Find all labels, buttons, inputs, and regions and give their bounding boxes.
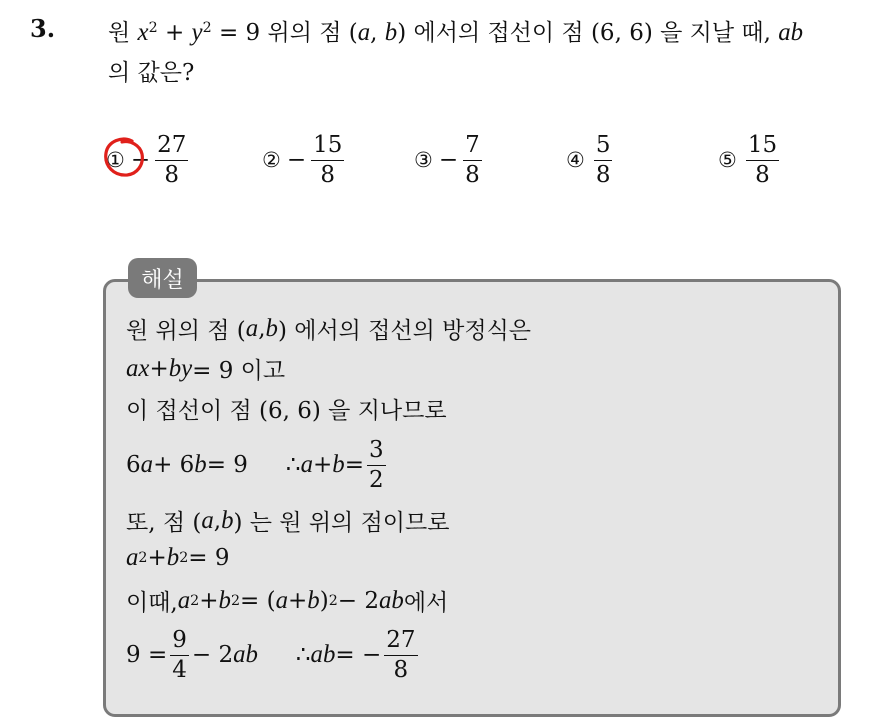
choice-number: ④ xyxy=(566,148,585,172)
solution-line-5: 또, 점 ( a , b ) 는 원 위의 점이므로 xyxy=(126,506,450,536)
fraction-nine-quarters: $\frac{9}{4}$ xyxy=(172,627,187,683)
choice-fraction: $\frac{7}{8}$ xyxy=(465,132,480,188)
choice-number: ⑤ xyxy=(718,148,737,172)
choice-4[interactable] xyxy=(566,128,615,192)
choice-sign: − xyxy=(130,147,151,173)
choice-fraction: $\frac{15}{8}$ xyxy=(313,132,343,188)
choice-number: ① xyxy=(106,148,125,172)
choice-fraction: $\frac{15}{8}$ xyxy=(747,132,778,188)
choice-5[interactable] xyxy=(718,128,782,192)
choice-number: ② xyxy=(262,148,281,172)
choice-number: ③ xyxy=(414,148,433,172)
choice-sign: − xyxy=(286,147,307,173)
fraction-three-halves: $\frac{3}{2}$ xyxy=(368,437,384,493)
solution-line-2: ax + by = 9 이고 xyxy=(126,354,286,384)
problem-number: 3. xyxy=(30,14,56,43)
solution-line-8: 9 = $\frac{9}{4}$ − 2 ab ∴ ab = − $\frac{27}{8}$ xyxy=(126,627,416,683)
choice-2[interactable] xyxy=(262,128,347,192)
problem-statement-line1: 원 $x^2 + y^2 = 9$ 위의 점 (a, b) 에서의 접선이 점 (6, 6) 을 지날 때, ab xyxy=(108,19,804,46)
solution-line-7: 이때, a 2 + b 2 = ( a + b ) 2 − 2 ab 에서 xyxy=(126,586,449,616)
solution-line-1: 원 위의 점 ( a , b ) 에서의 접선의 방정식은 xyxy=(126,314,532,344)
solution-line-6: a 2 + b 2 = 9 xyxy=(126,544,230,571)
choice-3[interactable] xyxy=(414,128,485,192)
choice-sign: − xyxy=(438,147,459,173)
problem-statement-line2: 의 값은? xyxy=(108,60,195,86)
answer-circle-mark xyxy=(102,135,146,179)
solution-line-4: 6 a + 6 b = 9 ∴ a + b = $\frac{3}{2}$ xyxy=(126,437,384,493)
choice-fraction: $\frac{27}{8}$ xyxy=(157,132,187,188)
fraction-answer: $\frac{27}{8}$ xyxy=(386,627,416,683)
choice-fraction: $\frac{5}{8}$ xyxy=(595,132,611,188)
solution-label: 해설 xyxy=(128,258,197,298)
solution-line-3: 이 접선이 점 (6, 6) 을 지나므로 xyxy=(126,398,447,424)
